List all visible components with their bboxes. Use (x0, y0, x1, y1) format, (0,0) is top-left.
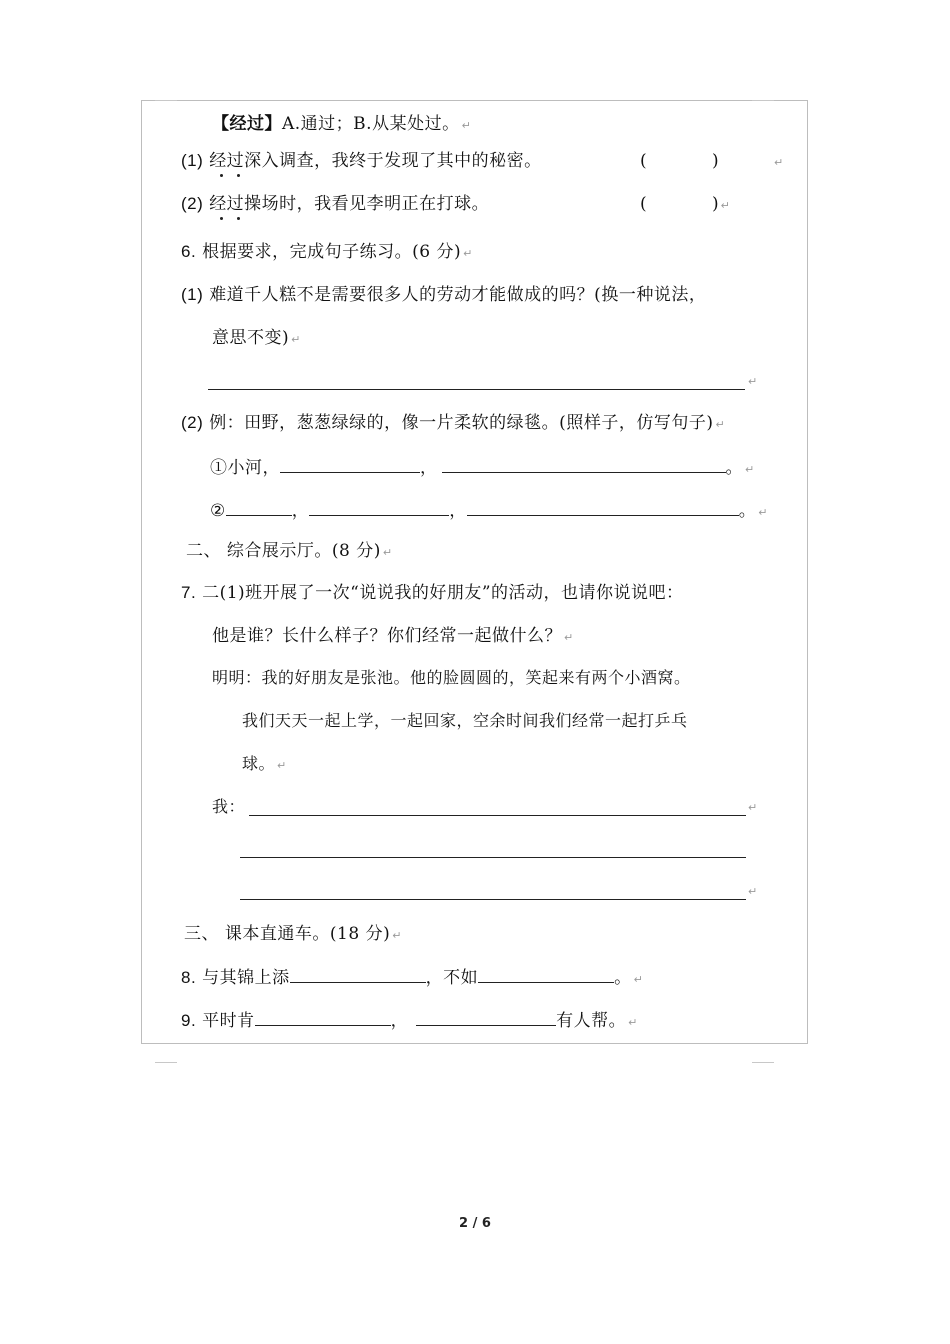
emphasis-dot (220, 174, 223, 177)
q9: 9. 平时肯 ， 有人帮。 ↵ (181, 1007, 638, 1035)
margin-corner-bottom-right (752, 1040, 774, 1063)
q6-title-text: 根据要求，完成句子练习。(6 分) (202, 242, 462, 262)
q6-fill-row-2: ② ， ， 。 ↵ (210, 497, 768, 525)
q7-example-line-1: 明明：我的好朋友是张池。他的脸圆圆的，笑起来有两个小酒窝。 (212, 668, 691, 687)
q5-header (212, 112, 471, 138)
answer-blank[interactable] (280, 454, 420, 473)
q6-sub2-text: 例：田野，葱葱绿绿的，像一片柔软的绿毯。(照样子，仿写句子) (209, 413, 714, 433)
answer-line[interactable] (208, 389, 745, 390)
q6-fill-row-1: ①小河， ， 。 ↵ (210, 454, 755, 482)
q6-sub1-number: (1) (181, 285, 204, 304)
q6-sub2: (2) 例：田野，葱葱绿绿的，像一片柔软的绿毯。(照样子，仿写句子) ↵ (181, 413, 726, 433)
q6-sub1 (181, 283, 706, 307)
q5-item2-text: 经过操场时，我看见李明正在打球。 (209, 194, 490, 214)
page-number: 2 / 6 (459, 1216, 491, 1231)
margin-corner-top-left (155, 100, 177, 123)
q5-item1-answer-open: ( (640, 151, 647, 171)
answer-line[interactable] (249, 815, 746, 816)
answer-line[interactable] (240, 899, 746, 900)
answer-blank[interactable] (442, 454, 726, 473)
emphasis-dot (237, 217, 240, 220)
return-mark: ↵ (748, 375, 758, 388)
return-mark: ↵ (461, 119, 472, 132)
q8-number: 8. (181, 968, 197, 987)
answer-blank[interactable] (226, 497, 292, 516)
section-3-title: 三、 课本直通车。(18 分) ↵ (184, 924, 402, 944)
q5-item2-answer-open: ( (640, 194, 647, 214)
q5-item1-text: 经过深入调查，我终于发现了其中的秘密。 (209, 151, 542, 171)
section-2-title: 二、 综合展示厅。(8 分) ↵ (186, 541, 393, 561)
q5-item1-answer-close: ) (712, 151, 719, 171)
q5-header-rest: A.通过；B.从某处过。 (282, 114, 460, 134)
q6-number: 6. (181, 242, 197, 261)
answer-blank[interactable] (478, 964, 614, 983)
answer-blank[interactable] (416, 1007, 556, 1026)
return-mark: ↵ (748, 801, 758, 814)
emphasis-dot (220, 217, 223, 220)
margin-corner-bottom-left (155, 1040, 177, 1063)
q5-item-1 (181, 149, 542, 173)
q7-me-label: 我： (212, 797, 246, 816)
q6-sub1-continuation: 意思不变) ↵ (212, 328, 301, 348)
margin-corner-top-right (752, 100, 774, 123)
return-mark: ↵ (748, 885, 758, 898)
q7-example-line-2: 我们天天一起上学，一起回家，空余时间我们经常一起打乒乓 (242, 711, 688, 730)
q5-item-2 (181, 192, 489, 216)
q7-number: 7. (181, 583, 197, 602)
emphasis-dot (237, 174, 240, 177)
answer-blank[interactable] (309, 497, 449, 516)
return-mark: ↵ (463, 247, 473, 260)
q5-header-bracket: 【经过】 (212, 114, 282, 134)
q5-item2-number: (2) (181, 194, 204, 213)
q7-text-2: 他是谁？长什么样子？你们经常一起做什么？ ↵ (212, 626, 574, 646)
q5-item2-answer-close: ) ↵ (712, 194, 730, 214)
answer-blank[interactable] (255, 1007, 391, 1026)
q7-text-1: 7. 二(1)班开展了一次“说说我的好朋友”的活动，也请你说说吧： (181, 583, 684, 603)
q6-sub2-number: (2) (181, 413, 204, 432)
q8: 8. 与其锦上添 ，不如 。 ↵ (181, 964, 643, 992)
answer-blank[interactable] (290, 964, 426, 983)
return-mark: ↵ (774, 156, 784, 169)
q9-number: 9. (181, 1011, 197, 1030)
answer-line[interactable] (240, 857, 746, 858)
q6-sub1-text: 难道千人糕不是需要很多人的劳动才能做成的吗？(换一种说法， (209, 285, 707, 305)
answer-blank[interactable] (467, 497, 739, 516)
q5-item1-number: (1) (181, 151, 204, 170)
q6-title (181, 240, 473, 266)
q7-example-line-3: 球。 ↵ (242, 754, 287, 773)
